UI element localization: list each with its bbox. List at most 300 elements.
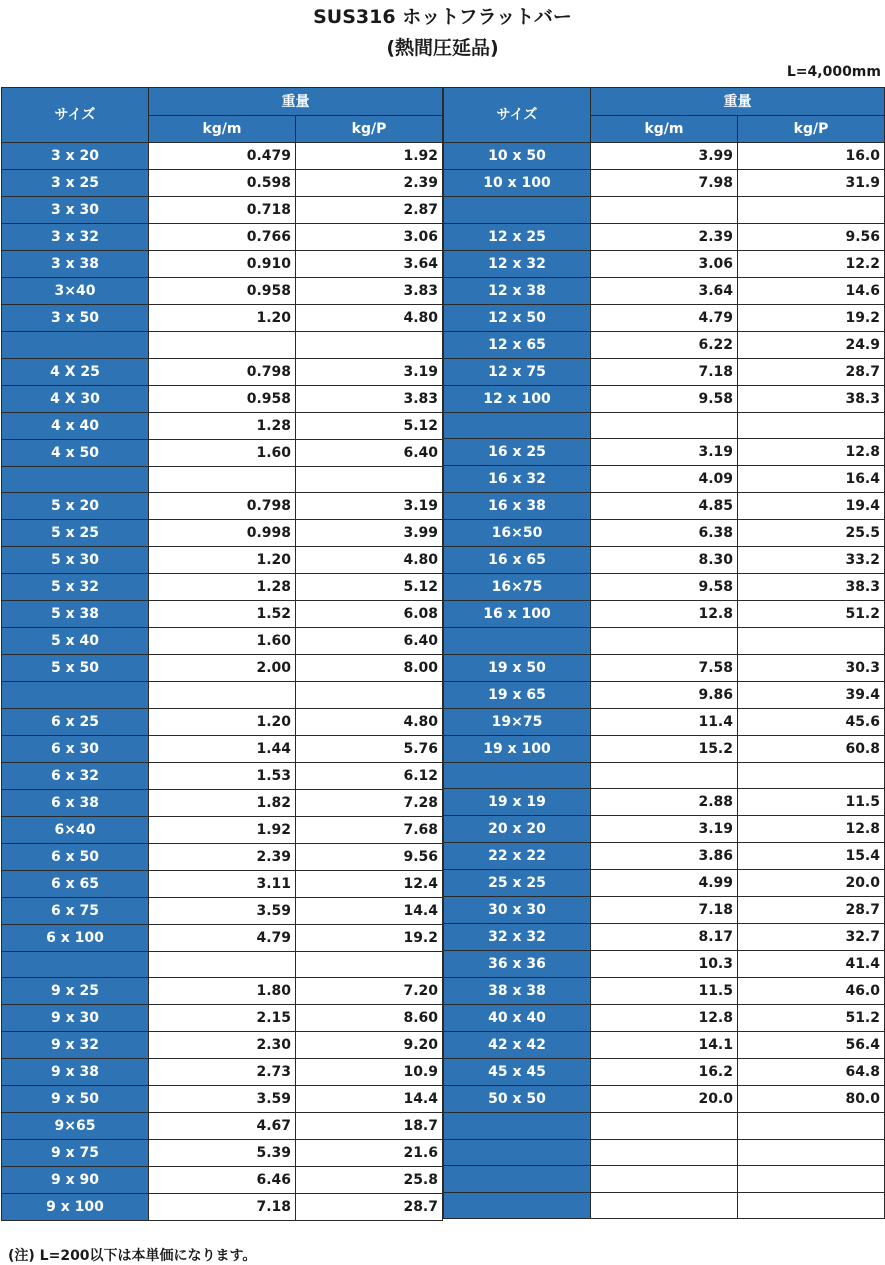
table-row (2, 1005, 443, 1032)
size-cell: 50 x 50 (444, 1086, 591, 1113)
kg-per-m-cell: 1.52 (149, 601, 296, 628)
table-row (444, 223, 885, 250)
page-subtitle: (熱間圧延品) (386, 37, 499, 59)
kg-per-m-cell (591, 1113, 738, 1140)
kg-per-m-cell (591, 1166, 738, 1193)
table-row (2, 466, 443, 493)
kg-per-piece-cell: 5.12 (296, 574, 443, 601)
kg-per-m-cell: 3.06 (591, 250, 738, 277)
kg-per-piece-cell: 2.39 (296, 170, 443, 197)
kg-per-m-cell: 3.19 (591, 439, 738, 466)
table-row (2, 843, 443, 870)
kg-per-piece-cell: 3.06 (296, 224, 443, 251)
size-cell: 6 x 38 (2, 789, 149, 816)
kg-per-m-cell: 2.00 (149, 655, 296, 682)
kg-per-piece-cell (738, 762, 885, 789)
table-row (444, 789, 885, 816)
table-row (444, 439, 885, 466)
size-cell: 9 x 30 (2, 1005, 149, 1032)
kg-per-m-cell (591, 1192, 738, 1219)
table-row (2, 978, 443, 1005)
table-row (2, 1032, 443, 1059)
size-cell: 12 x 65 (444, 331, 591, 358)
size-cell: 16 x 32 (444, 466, 591, 493)
size-cell: 12 x 75 (444, 358, 591, 385)
kg-per-m-cell: 1.60 (149, 628, 296, 655)
kg-per-m-cell: 3.86 (591, 843, 738, 870)
footnote: (注) L=200以下は本単価になります。 (8, 1248, 257, 1264)
table-row (444, 735, 885, 762)
size-cell: 9 x 25 (2, 978, 149, 1005)
table-row (444, 654, 885, 681)
kg-per-m-cell: 2.15 (149, 1005, 296, 1032)
size-cell: 3 x 38 (2, 251, 149, 278)
size-cell (2, 682, 149, 709)
kg-per-m-cell: 1.53 (149, 762, 296, 789)
table-row (2, 1059, 443, 1086)
kg-per-m-header: kg/m (149, 116, 296, 143)
size-cell: 9 x 50 (2, 1086, 149, 1113)
size-cell: 6 x 30 (2, 735, 149, 762)
kg-per-piece-cell (296, 466, 443, 493)
size-cell (444, 1166, 591, 1193)
table-row (2, 951, 443, 978)
table-row (2, 412, 443, 439)
size-cell: 5 x 20 (2, 493, 149, 520)
size-cell: 4 x 40 (2, 412, 149, 439)
kg-per-m-cell: 3.99 (591, 143, 738, 170)
kg-per-m-cell: 1.80 (149, 978, 296, 1005)
size-cell: 12 x 50 (444, 304, 591, 331)
table-row (2, 224, 443, 251)
weight-header: 重量 (591, 88, 885, 116)
kg-per-piece-cell: 28.7 (738, 358, 885, 385)
size-cell: 4 X 25 (2, 358, 149, 385)
table-row (444, 412, 885, 439)
size-cell: 19 x 50 (444, 654, 591, 681)
size-cell: 9 x 90 (2, 1167, 149, 1194)
size-cell: 16 x 100 (444, 601, 591, 628)
kg-per-piece-cell: 1.92 (296, 143, 443, 170)
kg-per-piece-cell (738, 412, 885, 439)
table-row (2, 520, 443, 547)
kg-per-piece-cell: 3.64 (296, 251, 443, 278)
table-row (444, 466, 885, 493)
kg-per-m-cell: 1.20 (149, 708, 296, 735)
table-row (444, 385, 885, 412)
kg-per-piece-cell: 14.4 (296, 897, 443, 924)
table-row (2, 1113, 443, 1140)
table-row (444, 1113, 885, 1140)
kg-per-m-cell: 0.910 (149, 251, 296, 278)
table-row (444, 978, 885, 1005)
kg-per-piece-cell: 14.4 (296, 1086, 443, 1113)
kg-per-piece-cell: 6.40 (296, 439, 443, 466)
kg-per-m-cell: 11.5 (591, 978, 738, 1005)
size-cell: 25 x 25 (444, 870, 591, 897)
size-cell: 3 x 30 (2, 197, 149, 224)
size-cell: 10 x 50 (444, 143, 591, 170)
size-cell: 30 x 30 (444, 897, 591, 924)
size-cell (444, 628, 591, 655)
table-row (444, 574, 885, 601)
kg-per-m-cell: 0.598 (149, 170, 296, 197)
kg-per-piece-cell: 32.7 (738, 924, 885, 951)
table-row (2, 897, 443, 924)
kg-per-m-cell: 14.1 (591, 1032, 738, 1059)
kg-per-m-cell: 7.98 (591, 170, 738, 197)
kg-per-piece-cell: 64.8 (738, 1059, 885, 1086)
kg-per-m-cell: 16.2 (591, 1059, 738, 1086)
kg-per-piece-cell: 19.2 (296, 924, 443, 951)
table-row (2, 493, 443, 520)
table-row (444, 870, 885, 897)
kg-per-piece-cell: 12.8 (738, 439, 885, 466)
table-row (2, 547, 443, 574)
kg-per-m-cell: 12.8 (591, 601, 738, 628)
kg-per-m-cell: 7.18 (591, 897, 738, 924)
table-row (2, 305, 443, 332)
size-cell: 3 x 20 (2, 143, 149, 170)
size-cell: 32 x 32 (444, 924, 591, 951)
table-row (444, 277, 885, 304)
kg-per-piece-cell: 3.99 (296, 520, 443, 547)
kg-per-piece-cell (738, 1139, 885, 1166)
kg-per-piece-cell: 6.12 (296, 762, 443, 789)
table-row (2, 628, 443, 655)
table-row (444, 1032, 885, 1059)
table-row (444, 924, 885, 951)
kg-per-piece-cell: 38.3 (738, 385, 885, 412)
left-weight-table (1, 87, 443, 1221)
kg-per-piece-cell: 4.80 (296, 708, 443, 735)
size-cell: 5 x 32 (2, 574, 149, 601)
table-row (444, 951, 885, 978)
kg-per-m-cell: 3.59 (149, 897, 296, 924)
kg-per-piece-cell: 46.0 (738, 978, 885, 1005)
table-row (444, 331, 885, 358)
kg-per-m-cell: 9.58 (591, 574, 738, 601)
kg-per-m-cell: 3.11 (149, 870, 296, 897)
kg-per-m-cell (591, 1139, 738, 1166)
kg-per-piece-cell: 41.4 (738, 951, 885, 978)
kg-per-m-cell: 0.766 (149, 224, 296, 251)
size-cell: 16×50 (444, 520, 591, 547)
kg-per-m-cell: 3.19 (591, 816, 738, 843)
kg-per-m-cell: 0.958 (149, 385, 296, 412)
kg-per-m-cell: 1.82 (149, 789, 296, 816)
kg-per-piece-cell: 15.4 (738, 843, 885, 870)
kg-per-m-cell: 1.92 (149, 816, 296, 843)
kg-per-piece-cell: 28.7 (296, 1194, 443, 1221)
kg-per-m-cell: 5.39 (149, 1140, 296, 1167)
table-row (444, 708, 885, 735)
kg-per-piece-cell: 20.0 (738, 870, 885, 897)
size-cell: 9 x 100 (2, 1194, 149, 1221)
table-row (444, 897, 885, 924)
table-row (2, 816, 443, 843)
size-cell: 6 x 75 (2, 897, 149, 924)
table-row (2, 251, 443, 278)
table-row (2, 278, 443, 305)
size-cell (2, 951, 149, 978)
size-cell: 40 x 40 (444, 1005, 591, 1032)
kg-per-m-cell (591, 628, 738, 655)
size-cell: 19 x 19 (444, 789, 591, 816)
table-row (444, 843, 885, 870)
table-row (2, 574, 443, 601)
size-cell: 36 x 36 (444, 951, 591, 978)
kg-per-piece-cell: 3.83 (296, 278, 443, 305)
kg-per-m-cell: 4.79 (149, 924, 296, 951)
kg-per-piece-cell: 51.2 (738, 1005, 885, 1032)
size-cell: 3 x 50 (2, 305, 149, 332)
kg-per-piece-header: kg/P (738, 116, 885, 143)
table-row (2, 924, 443, 951)
size-cell: 6 x 65 (2, 870, 149, 897)
kg-per-m-cell: 4.99 (591, 870, 738, 897)
weight-header: 重量 (149, 88, 443, 116)
size-cell: 4 X 30 (2, 385, 149, 412)
kg-per-piece-cell: 56.4 (738, 1032, 885, 1059)
table-row (2, 1194, 443, 1221)
kg-per-piece-cell: 6.40 (296, 628, 443, 655)
size-cell: 16 x 25 (444, 439, 591, 466)
kg-per-piece-cell: 33.2 (738, 547, 885, 574)
table-row (2, 708, 443, 735)
size-cell: 42 x 42 (444, 1032, 591, 1059)
size-cell: 5 x 50 (2, 655, 149, 682)
kg-per-m-cell: 9.86 (591, 681, 738, 708)
table-row (2, 1167, 443, 1194)
kg-per-m-cell: 1.60 (149, 439, 296, 466)
table-row (444, 170, 885, 197)
kg-per-m-cell: 0.798 (149, 358, 296, 385)
kg-per-piece-cell: 4.80 (296, 547, 443, 574)
kg-per-piece-cell: 3.83 (296, 385, 443, 412)
kg-per-m-cell (149, 466, 296, 493)
kg-per-piece-cell (296, 332, 443, 359)
size-cell: 10 x 100 (444, 170, 591, 197)
kg-per-piece-cell: 12.4 (296, 870, 443, 897)
kg-per-m-cell: 8.17 (591, 924, 738, 951)
size-cell: 6 x 25 (2, 708, 149, 735)
size-cell: 6 x 50 (2, 843, 149, 870)
size-cell: 16 x 65 (444, 547, 591, 574)
size-cell: 38 x 38 (444, 978, 591, 1005)
kg-per-piece-cell: 2.87 (296, 197, 443, 224)
kg-per-m-cell: 4.09 (591, 466, 738, 493)
kg-per-m-cell: 3.64 (591, 277, 738, 304)
table-row (2, 1086, 443, 1113)
table-row (2, 789, 443, 816)
kg-per-m-cell: 2.88 (591, 789, 738, 816)
kg-per-piece-cell (738, 628, 885, 655)
kg-per-piece-cell: 7.28 (296, 789, 443, 816)
kg-per-piece-cell: 16.4 (738, 466, 885, 493)
kg-per-m-cell: 15.2 (591, 735, 738, 762)
kg-per-m-cell: 2.39 (591, 223, 738, 250)
kg-per-m-cell: 0.958 (149, 278, 296, 305)
kg-per-m-cell: 1.20 (149, 305, 296, 332)
kg-per-piece-cell: 25.8 (296, 1167, 443, 1194)
kg-per-m-cell: 1.44 (149, 735, 296, 762)
size-cell: 6×40 (2, 816, 149, 843)
table-row (444, 547, 885, 574)
table-row (2, 655, 443, 682)
table-row (2, 735, 443, 762)
kg-per-m-cell: 0.479 (149, 143, 296, 170)
size-cell (444, 1113, 591, 1140)
table-row (444, 493, 885, 520)
kg-per-piece-cell (296, 951, 443, 978)
length-note: L=4,000mm (786, 64, 881, 80)
kg-per-m-cell: 20.0 (591, 1086, 738, 1113)
kg-per-m-cell: 7.18 (149, 1194, 296, 1221)
kg-per-piece-cell: 31.9 (738, 170, 885, 197)
kg-per-m-cell (591, 762, 738, 789)
kg-per-m-cell: 9.58 (591, 385, 738, 412)
size-cell: 9 x 38 (2, 1059, 149, 1086)
size-cell: 9×65 (2, 1113, 149, 1140)
size-cell: 9 x 32 (2, 1032, 149, 1059)
table-row (2, 385, 443, 412)
kg-per-piece-cell: 45.6 (738, 708, 885, 735)
table-row (2, 439, 443, 466)
table-row (2, 358, 443, 385)
table-row (444, 1059, 885, 1086)
table-row (444, 816, 885, 843)
size-cell: 5 x 25 (2, 520, 149, 547)
kg-per-piece-cell (738, 1166, 885, 1193)
table-row (444, 681, 885, 708)
kg-per-m-cell: 11.4 (591, 708, 738, 735)
kg-per-piece-cell: 80.0 (738, 1086, 885, 1113)
kg-per-m-cell: 3.59 (149, 1086, 296, 1113)
size-header: サイズ (2, 88, 149, 143)
table-row (444, 601, 885, 628)
table-row (2, 870, 443, 897)
kg-per-m-cell: 2.39 (149, 843, 296, 870)
kg-per-m-cell: 0.998 (149, 520, 296, 547)
size-cell: 45 x 45 (444, 1059, 591, 1086)
size-cell: 12 x 38 (444, 277, 591, 304)
kg-per-m-cell (149, 332, 296, 359)
kg-per-m-cell: 12.8 (591, 1005, 738, 1032)
size-cell: 3 x 32 (2, 224, 149, 251)
kg-per-piece-cell (738, 1113, 885, 1140)
kg-per-m-cell (591, 412, 738, 439)
page-title: SUS316 ホットフラットバー (313, 6, 572, 28)
size-cell: 6 x 100 (2, 924, 149, 951)
kg-per-piece-cell: 3.19 (296, 358, 443, 385)
kg-per-m-cell: 7.58 (591, 654, 738, 681)
size-cell: 20 x 20 (444, 816, 591, 843)
kg-per-m-cell (591, 197, 738, 224)
kg-per-piece-cell: 19.2 (738, 304, 885, 331)
size-header: サイズ (444, 88, 591, 143)
size-cell: 19 x 65 (444, 681, 591, 708)
kg-per-piece-header: kg/P (296, 116, 443, 143)
size-cell: 19 x 100 (444, 735, 591, 762)
kg-per-piece-cell: 19.4 (738, 493, 885, 520)
kg-per-piece-cell: 8.60 (296, 1005, 443, 1032)
kg-per-piece-cell: 21.6 (296, 1140, 443, 1167)
size-cell (444, 412, 591, 439)
table-row (444, 628, 885, 655)
table-row (2, 682, 443, 709)
size-cell: 5 x 30 (2, 547, 149, 574)
kg-per-m-cell: 1.28 (149, 574, 296, 601)
size-cell: 12 x 100 (444, 385, 591, 412)
table-row (2, 170, 443, 197)
kg-per-m-cell: 6.38 (591, 520, 738, 547)
kg-per-piece-cell: 11.5 (738, 789, 885, 816)
kg-per-m-cell: 4.67 (149, 1113, 296, 1140)
size-cell: 12 x 32 (444, 250, 591, 277)
kg-per-m-cell: 0.798 (149, 493, 296, 520)
kg-per-piece-cell: 38.3 (738, 574, 885, 601)
kg-per-piece-cell: 39.4 (738, 681, 885, 708)
kg-per-piece-cell: 5.76 (296, 735, 443, 762)
kg-per-m-cell (149, 682, 296, 709)
kg-per-piece-cell: 9.56 (296, 843, 443, 870)
table-row (444, 1139, 885, 1166)
table-row (2, 1140, 443, 1167)
table-row (2, 762, 443, 789)
kg-per-piece-cell: 3.19 (296, 493, 443, 520)
kg-per-piece-cell: 12.8 (738, 816, 885, 843)
kg-per-m-cell (149, 951, 296, 978)
kg-per-piece-cell: 28.7 (738, 897, 885, 924)
table-row (2, 143, 443, 170)
kg-per-m-cell: 4.85 (591, 493, 738, 520)
kg-per-piece-cell: 25.5 (738, 520, 885, 547)
kg-per-piece-cell: 30.3 (738, 654, 885, 681)
kg-per-piece-cell: 18.7 (296, 1113, 443, 1140)
table-row (444, 520, 885, 547)
table-row (2, 601, 443, 628)
table-row (444, 143, 885, 170)
kg-per-piece-cell: 5.12 (296, 412, 443, 439)
kg-per-piece-cell: 10.9 (296, 1059, 443, 1086)
size-cell: 3×40 (2, 278, 149, 305)
size-cell: 22 x 22 (444, 843, 591, 870)
right-weight-table (443, 87, 885, 1219)
kg-per-piece-cell (296, 682, 443, 709)
kg-per-piece-cell: 51.2 (738, 601, 885, 628)
kg-per-m-cell: 0.718 (149, 197, 296, 224)
kg-per-m-cell: 1.20 (149, 547, 296, 574)
size-cell (444, 197, 591, 224)
kg-per-piece-cell (738, 197, 885, 224)
kg-per-m-header: kg/m (591, 116, 738, 143)
kg-per-piece-cell: 9.20 (296, 1032, 443, 1059)
kg-per-m-cell: 2.73 (149, 1059, 296, 1086)
kg-per-m-cell: 6.46 (149, 1167, 296, 1194)
kg-per-piece-cell: 4.80 (296, 305, 443, 332)
table-row (444, 1086, 885, 1113)
kg-per-piece-cell: 9.56 (738, 223, 885, 250)
size-cell: 16×75 (444, 574, 591, 601)
kg-per-piece-cell (738, 1192, 885, 1219)
kg-per-piece-cell: 7.20 (296, 978, 443, 1005)
table-row (444, 762, 885, 789)
size-cell: 19×75 (444, 708, 591, 735)
kg-per-m-cell: 1.28 (149, 412, 296, 439)
kg-per-piece-cell: 8.00 (296, 655, 443, 682)
size-cell: 3 x 25 (2, 170, 149, 197)
